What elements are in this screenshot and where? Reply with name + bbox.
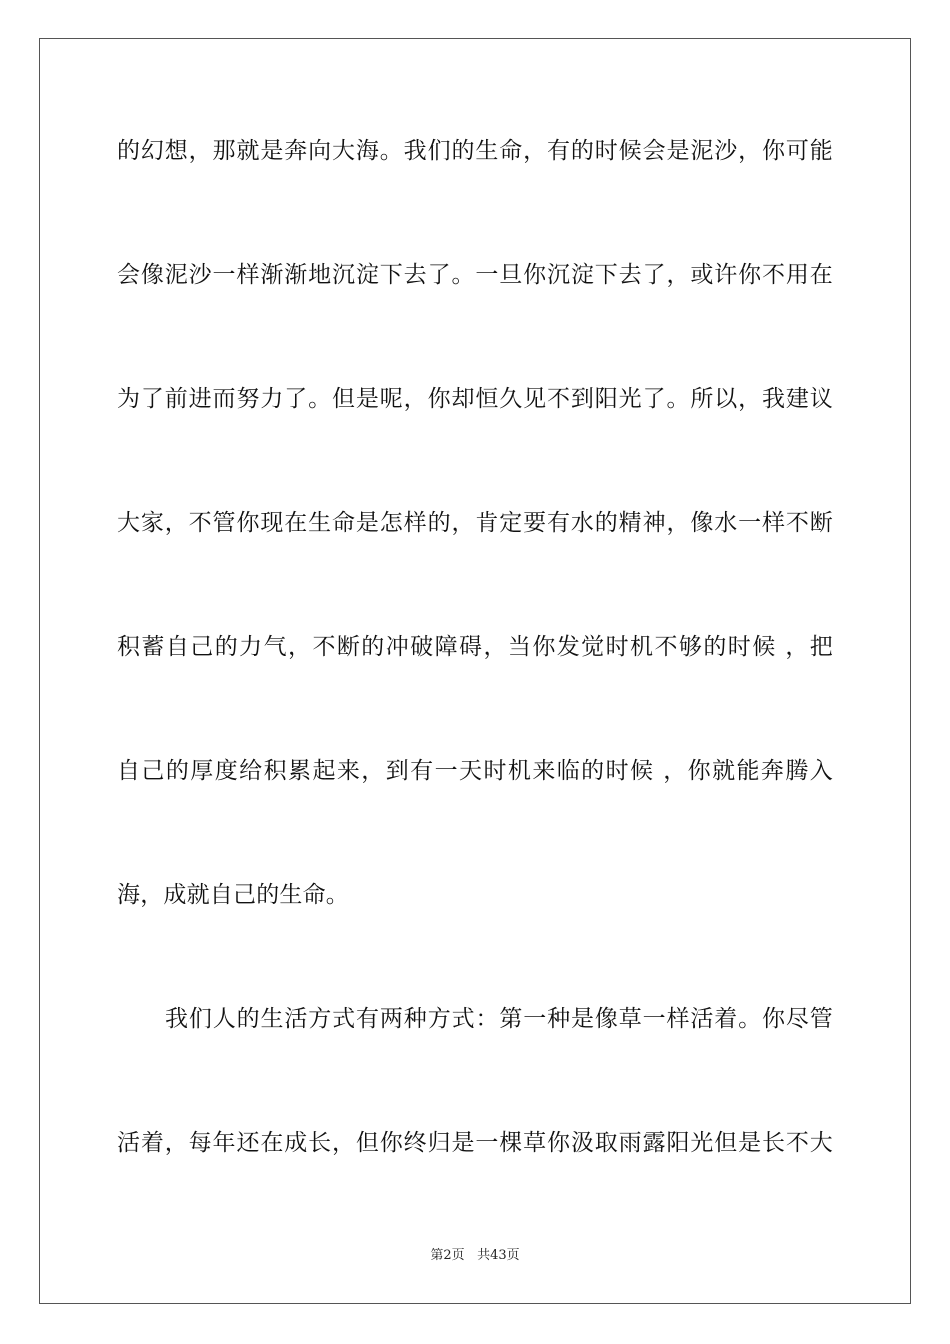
page-border [39, 38, 911, 1304]
total-pages: 共43页 [477, 1248, 520, 1263]
page-footer [0, 1247, 950, 1265]
page-number: 第2页 [430, 1248, 465, 1263]
paragraph-line: 我们人的生活方式有两种方式：第一种是像草一样活着。你尽管 [165, 1006, 833, 1032]
paragraph-line: 海，成就自己的生命。 [117, 882, 349, 908]
paragraph-line: 自己的厚度给积累起来，到有一天时机来临的时候 ，你就能奔腾入 [117, 758, 833, 784]
paragraph-line: 会像泥沙一样渐渐地沉淀下去了。一旦你沉淀下去了，或许你不用在 [117, 262, 833, 288]
paragraph-line: 的幻想，那就是奔向大海。我们的生命，有的时候会是泥沙，你可能 [117, 138, 833, 164]
paragraph-line: 积蓄自己的力气，不断的冲破障碍，当你发觉时机不够的时候 ，把 [117, 634, 833, 660]
paragraph-line: 大家，不管你现在生命是怎样的，肯定要有水的精神，像水一样不断 [117, 510, 833, 536]
paragraph-line: 活着，每年还在成长，但你终归是一棵草你汲取雨露阳光但是长不大 [117, 1130, 833, 1156]
paragraph-line: 为了前进而努力了。但是呢，你却恒久见不到阳光了。所以，我建议 [117, 386, 833, 412]
